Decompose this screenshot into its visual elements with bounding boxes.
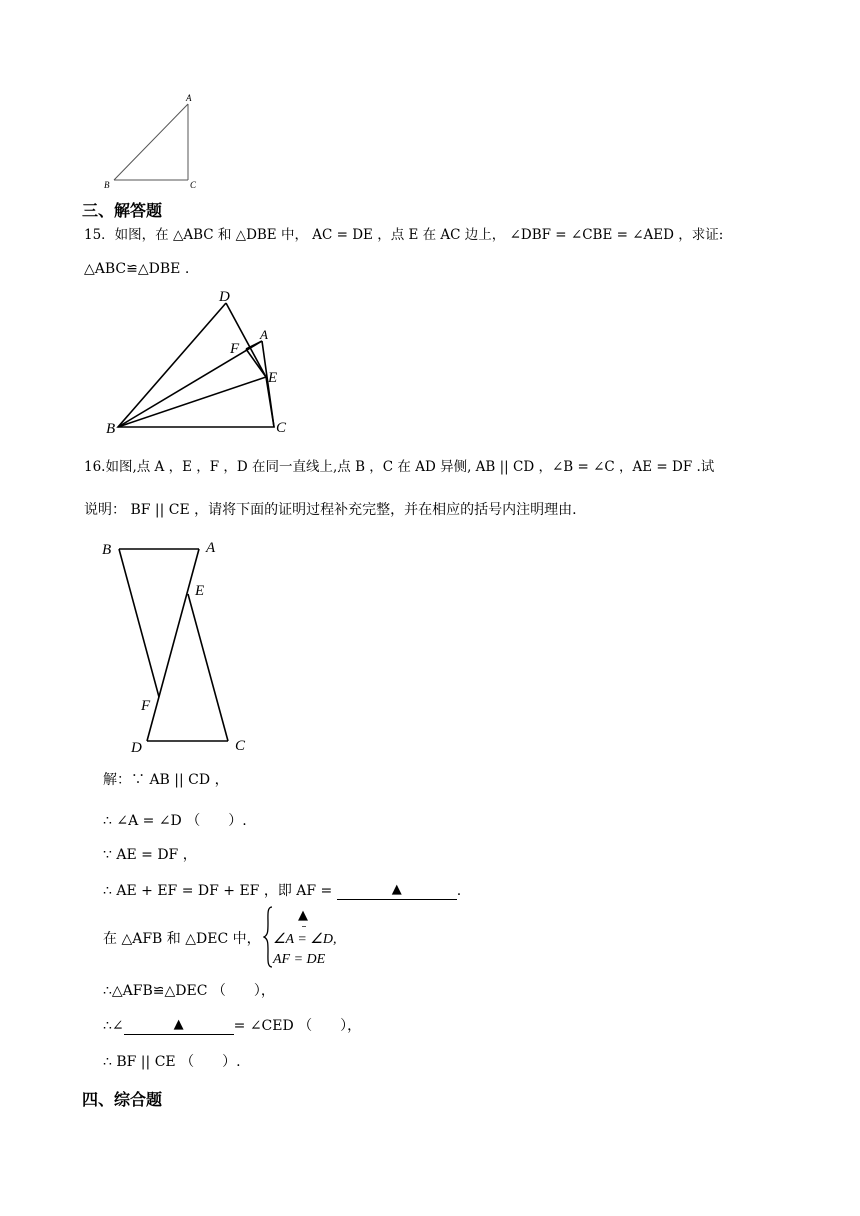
proof-line-7-start: ∴∠ (103, 1018, 124, 1034)
triangle-mark: ▲ (391, 882, 402, 897)
label-A: A (206, 540, 216, 556)
label-C: C (235, 738, 246, 754)
q16-statement-line2: 说明： BF || CE ，请将下面的证明过程补充完整，并在相应的括号内注明理由. (84, 502, 577, 518)
label-D: D (131, 740, 142, 756)
proof-line-8: ∴ BF || CE （ ）. (103, 1054, 241, 1070)
label-B: B (102, 542, 112, 558)
figure-right-triangle (100, 90, 210, 190)
section-title-4: 四、综合题 (82, 1090, 163, 1109)
proof-line-4 (103, 880, 461, 900)
label-E: E (195, 583, 205, 599)
proof-line-6: ∴△AFB≌△DEC （ ）， (103, 983, 275, 999)
system-row-1-underline (302, 926, 306, 927)
proof-line-4-text: ∴ AE + EF = DF + EF ，即 AF = (103, 883, 337, 899)
equation-system (263, 905, 353, 969)
proof-line-7-end: = ∠CED （ ）， (233, 1018, 362, 1034)
label-B: B (106, 421, 116, 435)
system-row-3: AF = DE (273, 952, 326, 967)
q15-statement-line2: △ABC≌△DBE . (84, 261, 190, 277)
label-D: D (219, 289, 230, 305)
answer-blank-2[interactable] (124, 1015, 234, 1035)
figure-q15 (100, 285, 300, 435)
answer-blank-1[interactable] (337, 880, 457, 900)
label-F: F (230, 341, 240, 357)
label-C: C (190, 180, 197, 190)
section-title-3: 三、解答题 (82, 201, 163, 220)
label-B: B (104, 180, 110, 190)
brace-icon (263, 905, 273, 969)
label-A: A (186, 93, 192, 103)
label-A: A (260, 327, 268, 342)
triangle-mark: ▲ (173, 1017, 184, 1032)
system-row-2: ∠A = ∠D, (273, 932, 337, 947)
proof-line-5: 在 △AFB 和 △DEC 中， (103, 931, 261, 947)
label-E: E (268, 370, 278, 386)
q15-statement-line1: 15．如图，在 △ABC 和 △DBE 中， AC = DE ，点 E 在 AC 边上， ∠DBF = ∠CBE = ∠AED ，求证: (84, 227, 724, 243)
proof-line-7 (103, 1015, 361, 1035)
proof-line-2: ∴ ∠A = ∠D （ ）. (103, 813, 247, 829)
label-C: C (276, 420, 287, 435)
label-F: F (141, 698, 151, 714)
q16-statement-line1: 16.如图,点 A ，E ，F ，D 在同一直线上,点 B ，C 在 AD 异侧, AB || CD ，∠B = ∠C ，AE = DF .试 (84, 459, 715, 475)
system-row-1[interactable]: ▲ (298, 908, 308, 923)
proof-line-4-end: . (456, 883, 462, 899)
proof-line-1: 解：∵ AB || CD ， (103, 772, 229, 788)
proof-line-3: ∵ AE = DF ， (103, 847, 197, 863)
figure-q16 (95, 532, 265, 757)
